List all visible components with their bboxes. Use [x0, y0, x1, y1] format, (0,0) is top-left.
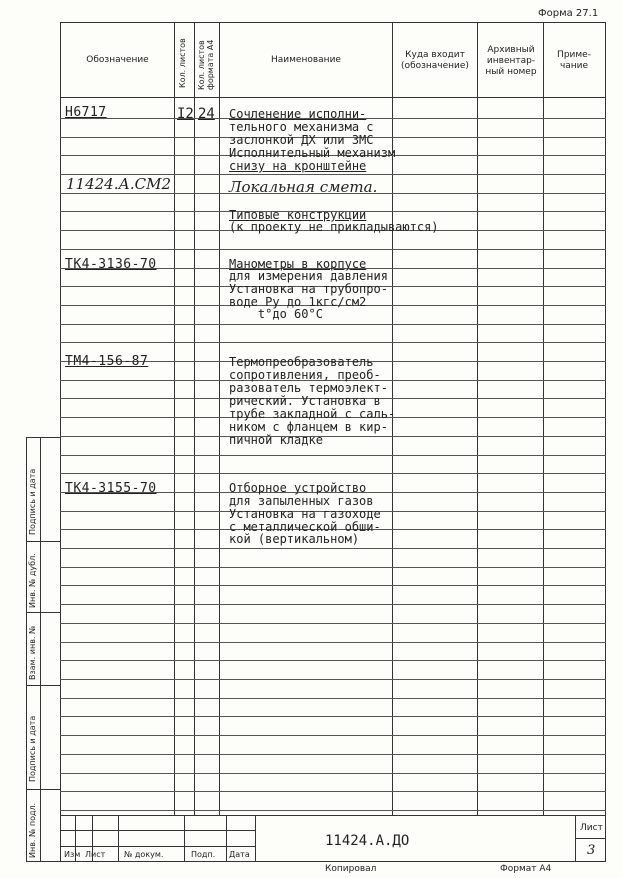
document-code: 11424.А.ДО [325, 833, 410, 849]
row-rule [60, 567, 606, 568]
entry-name-line: Отборное устройство [229, 481, 367, 495]
entry-name-line: Типовые конструкции [229, 208, 367, 222]
entry-name-line: заслонкой ДХ или ЗМС [229, 133, 374, 147]
row-rule [60, 473, 606, 474]
row-rule [60, 698, 606, 699]
side-label-replace-inv: Взам. инв. № [28, 625, 37, 680]
header-note: Приме-чание [557, 50, 591, 71]
entry-name-line: Сочленение исполни- [229, 107, 367, 121]
side-label-sign-date-1: Подпись и дата [28, 468, 37, 535]
title-sign: Подп. [191, 850, 216, 859]
header-where-used: Куда входит (обозначение) [401, 50, 469, 71]
entry-designation: ТМ4-156-87 [65, 354, 149, 369]
row-rule [60, 249, 606, 250]
entry-name-line: для измерения давления [229, 269, 388, 283]
side-label-orig-inv: Инв. № подл. [28, 802, 37, 858]
entry-designation: ТК4-3136-70 [65, 257, 157, 272]
entry-designation: Н6717 [65, 105, 107, 120]
sheet-label: Лист [580, 823, 603, 833]
title-izm: Изм [64, 850, 81, 859]
entry-name-line: (к проекту не прикладываются) [229, 220, 439, 234]
row-rule [60, 679, 606, 680]
row-rule [60, 324, 606, 325]
row-rule [60, 716, 606, 717]
row-rule [60, 455, 606, 456]
row-rule [60, 604, 606, 605]
header-name: Наименование [271, 55, 341, 65]
side-label-dup-inv: Инв. № дубл. [28, 553, 37, 608]
title-date: Дата [229, 850, 250, 859]
entry-designation-handwritten: 11424.А.СМ2 [66, 175, 171, 193]
entry-name-line: Термопреобразователь [229, 355, 374, 369]
entry-designation: ТК4-3155-70 [65, 481, 157, 496]
entry-name-line: рический. Установка в [229, 394, 381, 408]
header-sheet-count: Кол. листов [178, 38, 187, 88]
entry-name-line: сопротивления, преоб- [229, 368, 381, 382]
entry-name-line: с металлической обши- [229, 520, 381, 534]
header-archive: Архивный инвентар-ный номер [485, 45, 537, 77]
title-doc-no: № докум. [124, 850, 164, 859]
entry-a4: 24 [198, 106, 215, 122]
entry-name-handwritten: Локальная смета. [229, 178, 378, 196]
entry-name-line: тельного механизма с [229, 120, 374, 134]
row-rule [60, 791, 606, 792]
header-a4-count: Кол. листов формата А4 [197, 39, 215, 90]
sheet-number: 3 [587, 843, 596, 858]
side-label-sign-date-2: Подпись и дата [28, 715, 37, 782]
title-list: Лист [85, 850, 106, 859]
row-rule [60, 642, 606, 643]
entry-name-line: воде Ру до 1кгс/см2 [229, 295, 367, 309]
entry-name-line: кой (вертикальном) [229, 532, 360, 546]
footer-copied: Копировал [325, 864, 377, 874]
entry-name-line: Установка на газоходе [229, 507, 381, 521]
row-rule [60, 342, 606, 343]
entry-name-line: ником с фланцем в кир- [229, 420, 388, 434]
row-rule [60, 773, 606, 774]
entry-name-line: для запыленных газов [229, 494, 374, 508]
entry-name-line: t°до 60°С [229, 307, 323, 321]
row-rule [60, 623, 606, 624]
entry-sheets: I2 [177, 106, 194, 122]
row-rule [60, 810, 606, 811]
entry-name-line: пичной кладке [229, 433, 323, 447]
header-designation: Обозначение [86, 55, 149, 65]
row-rule [60, 436, 606, 437]
entry-name-line: Установка на трубопро- [229, 282, 388, 296]
row-rule [60, 735, 606, 736]
row-rule [60, 754, 606, 755]
entry-name-line: Манометры в корпусе [229, 257, 367, 271]
entry-name-line: Исполнительный механизм [229, 146, 396, 160]
entry-name-line: снизу на кронштейне [229, 159, 367, 173]
row-rule [60, 585, 606, 586]
entry-name-line: трубе закладной с саль- [229, 407, 396, 421]
row-rule [60, 660, 606, 661]
footer-format: Формат А4 [500, 864, 552, 874]
form-label: Форма 27.1 [538, 8, 599, 19]
entry-name-line: разователь термоэлект- [229, 381, 388, 395]
row-rule [60, 548, 606, 549]
